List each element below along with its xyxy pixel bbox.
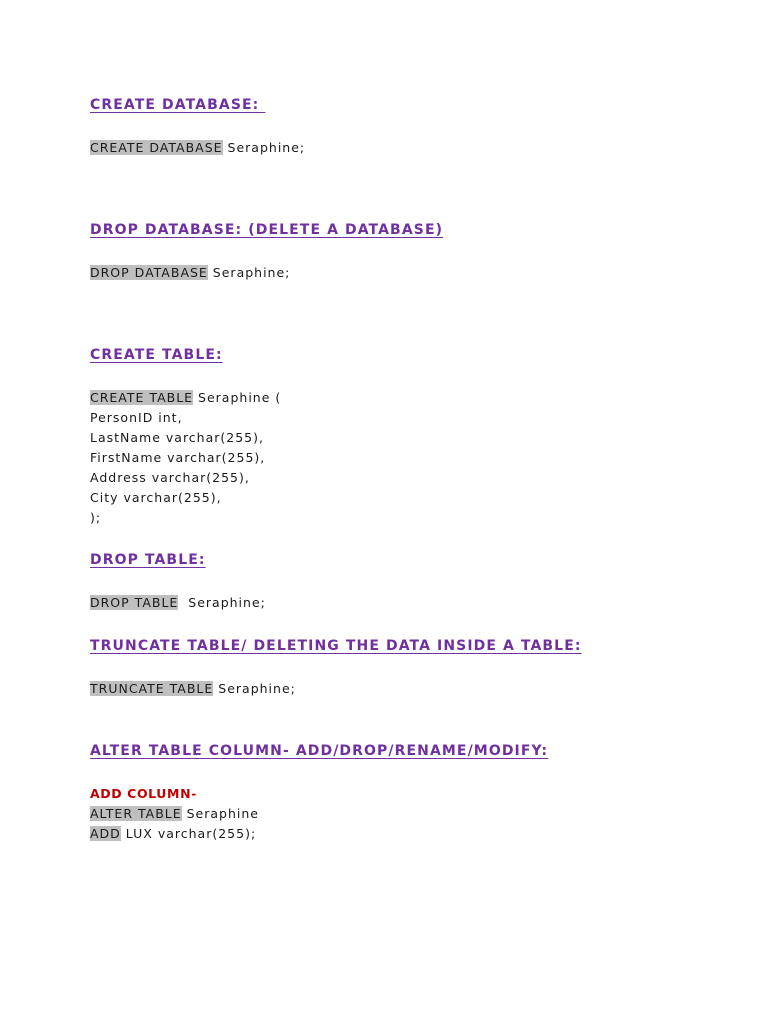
code-add-column <box>90 826 256 842</box>
code-text: Seraphine <box>181 806 259 821</box>
code-drop-database <box>90 265 290 281</box>
code-create-table <box>90 390 281 406</box>
keyword-highlight: DROP TABLE <box>90 595 179 610</box>
heading-drop-table: DROP TABLE: <box>90 552 206 568</box>
code-text: Seraphine; <box>207 265 291 280</box>
code-line: ); <box>90 510 102 525</box>
keyword-highlight: CREATE TABLE <box>90 390 194 405</box>
code-line: Address varchar(255), <box>90 470 250 485</box>
code-drop-table <box>90 595 266 611</box>
code-alter-table <box>90 806 259 822</box>
code-text: Seraphine; <box>213 681 296 696</box>
keyword-highlight: TRUNCATE TABLE <box>90 681 214 696</box>
keyword-highlight: CREATE DATABASE <box>90 140 223 155</box>
keyword-highlight: ADD <box>90 826 121 841</box>
code-text: Seraphine; <box>178 595 266 610</box>
heading-create-database: CREATE DATABASE: <box>90 97 266 113</box>
code-create-database <box>90 140 305 156</box>
heading-drop-database: DROP DATABASE: (DELETE A DATABASE) <box>90 222 444 238</box>
subheading-add-column: ADD COLUMN- <box>90 786 197 801</box>
code-line: PersonID int, <box>90 410 183 425</box>
code-text: Seraphine; <box>222 140 306 155</box>
heading-alter-table: ALTER TABLE COLUMN- ADD/DROP/RENAME/MODIFY: <box>90 743 549 759</box>
heading-create-table: CREATE TABLE: <box>90 347 223 363</box>
heading-truncate-table: TRUNCATE TABLE/ DELETING THE DATA INSIDE A TABLE: <box>90 638 582 654</box>
code-text: LUX varchar(255); <box>120 826 257 841</box>
code-line: City varchar(255), <box>90 490 222 505</box>
code-line: FirstName varchar(255), <box>90 450 266 465</box>
code-truncate-table <box>90 681 296 697</box>
code-text: Seraphine ( <box>193 390 282 405</box>
keyword-highlight: DROP DATABASE <box>90 265 208 280</box>
keyword-highlight: ALTER TABLE <box>90 806 182 821</box>
code-line: LastName varchar(255), <box>90 430 264 445</box>
